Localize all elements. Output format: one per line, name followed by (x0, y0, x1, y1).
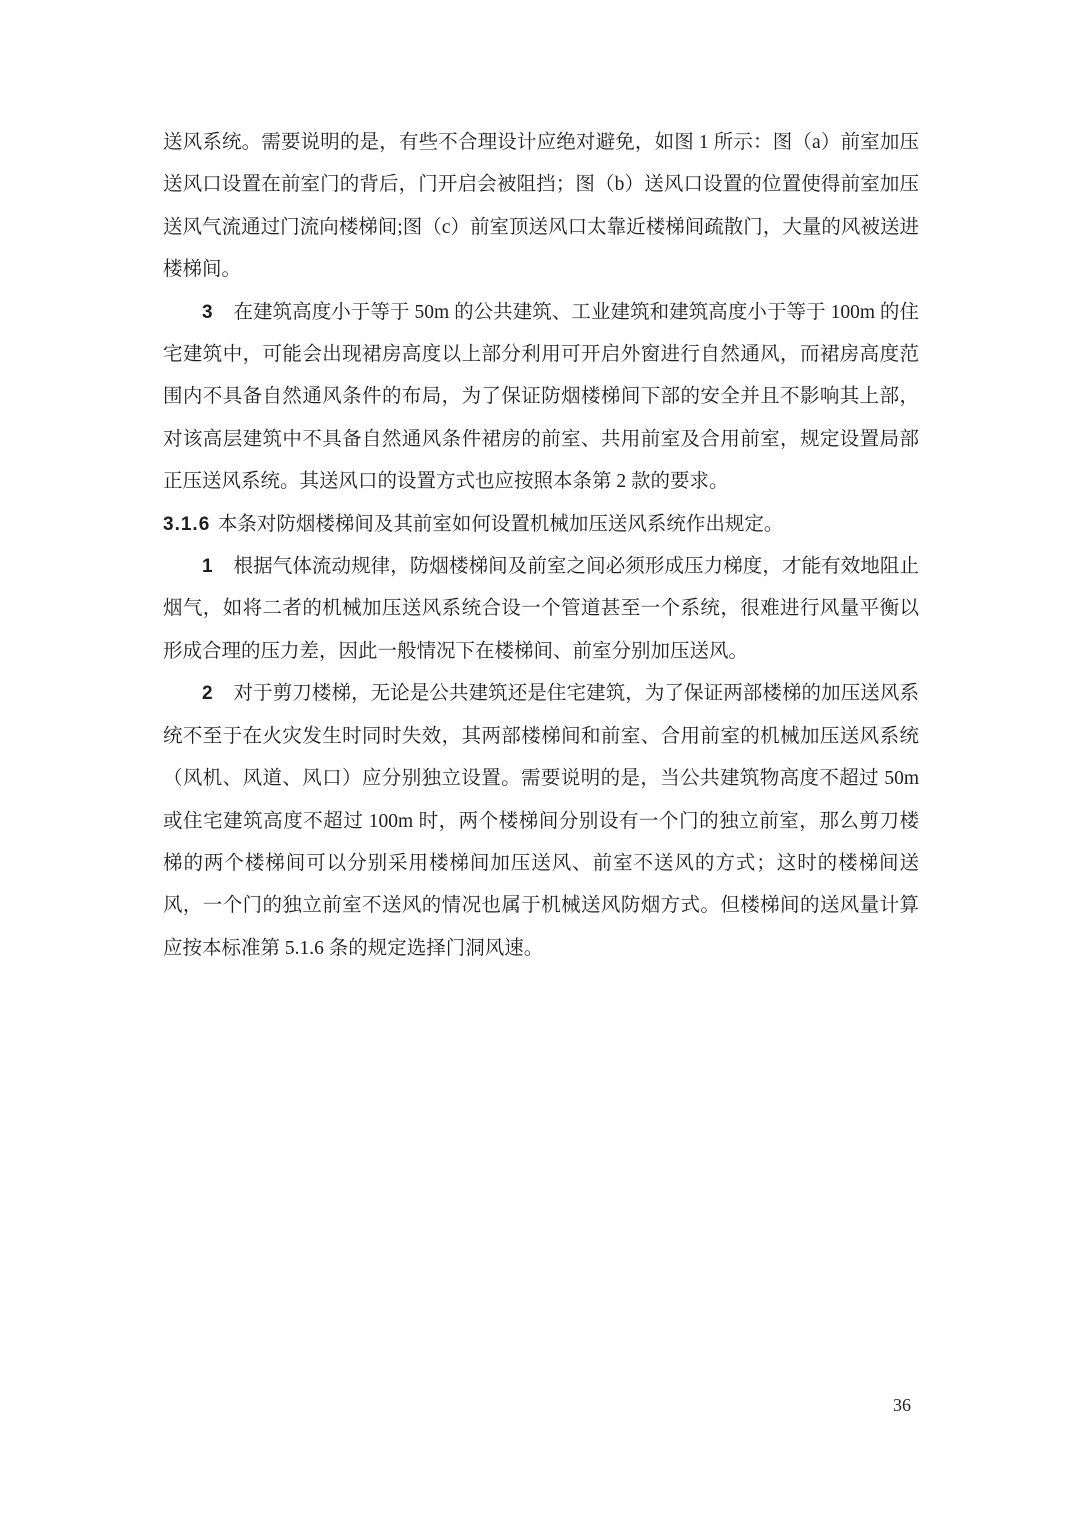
paragraph-number: 1 (202, 556, 213, 578)
clause-number: 3.1.6 (163, 513, 211, 535)
paragraph-text: 送风系统。需要说明的是，有些不合理设计应绝对避免，如图 1 所示：图（a）前室加压送风口设置在前室门的背后，门开启会被阻挡；图（b）送风口设置的位置使得前室加压送风气流通过门流向楼梯间;图（c）前室顶送风口太靠近楼梯间疏散门，大量的风被送进楼梯间。 (163, 132, 919, 281)
clause-3-1-6 (163, 504, 919, 546)
paragraph-continuation (163, 122, 919, 292)
document-body (163, 122, 919, 970)
paragraph-item-3 (163, 292, 919, 504)
paragraph-number: 2 (202, 683, 213, 705)
page-number: 36 (893, 1395, 911, 1415)
paragraph-number: 3 (202, 301, 213, 323)
paragraph-text: 对于剪刀楼梯，无论是公共建筑还是住宅建筑，为了保证两部楼梯的加压送风系统不至于在火灾发生时同时失效，其两部楼梯间和前室、合用前室的机械加压送风系统（风机、风道、风口）应分别独立设置。需要说明的是，当公共建筑物高度不超过 50m 或住宅建筑高度不超过 100m 时，两个楼梯间分别设有一个门的独立前室，那么剪刀楼梯的两个楼梯间可以分别采用楼梯间加压送风、前室不送风的方式；这时的楼梯间送风，一个门的独立前室不送风的情况也属于机械送风防烟方式。但楼梯间的送风量计算应按本标准第 5.1.6 条的规定选择门洞风速。 (163, 683, 919, 959)
paragraph-item-1 (163, 546, 919, 673)
paragraph-text: 根据气体流动规律，防烟楼梯间及前室之间必须形成压力梯度，才能有效地阻止烟气，如将二者的机械加压送风系统合设一个管道甚至一个系统，很难进行风量平衡以形成合理的压力差，因此一般情况下在楼梯间、前室分别加压送风。 (163, 556, 919, 662)
paragraph-item-2 (163, 673, 919, 970)
clause-text: 本条对防烟楼梯间及其前室如何设置机械加压送风系统作出规定。 (217, 513, 784, 535)
paragraph-text: 在建筑高度小于等于 50m 的公共建筑、工业建筑和建筑高度小于等于 100m 的住宅建筑中，可能会出现裙房高度以上部分利用可开启外窗进行自然通风，而裙房高度范围内不具备自然通风条件的布局，为了保证防烟楼梯间下部的安全并且不影响其上部，对该高层建筑中不具备自然通风条件裙房的前室、共用前室及合用前室，规定设置局部正压送风系统。其送风口的设置方式也应按照本条第 2 款的要求。 (163, 301, 919, 493)
